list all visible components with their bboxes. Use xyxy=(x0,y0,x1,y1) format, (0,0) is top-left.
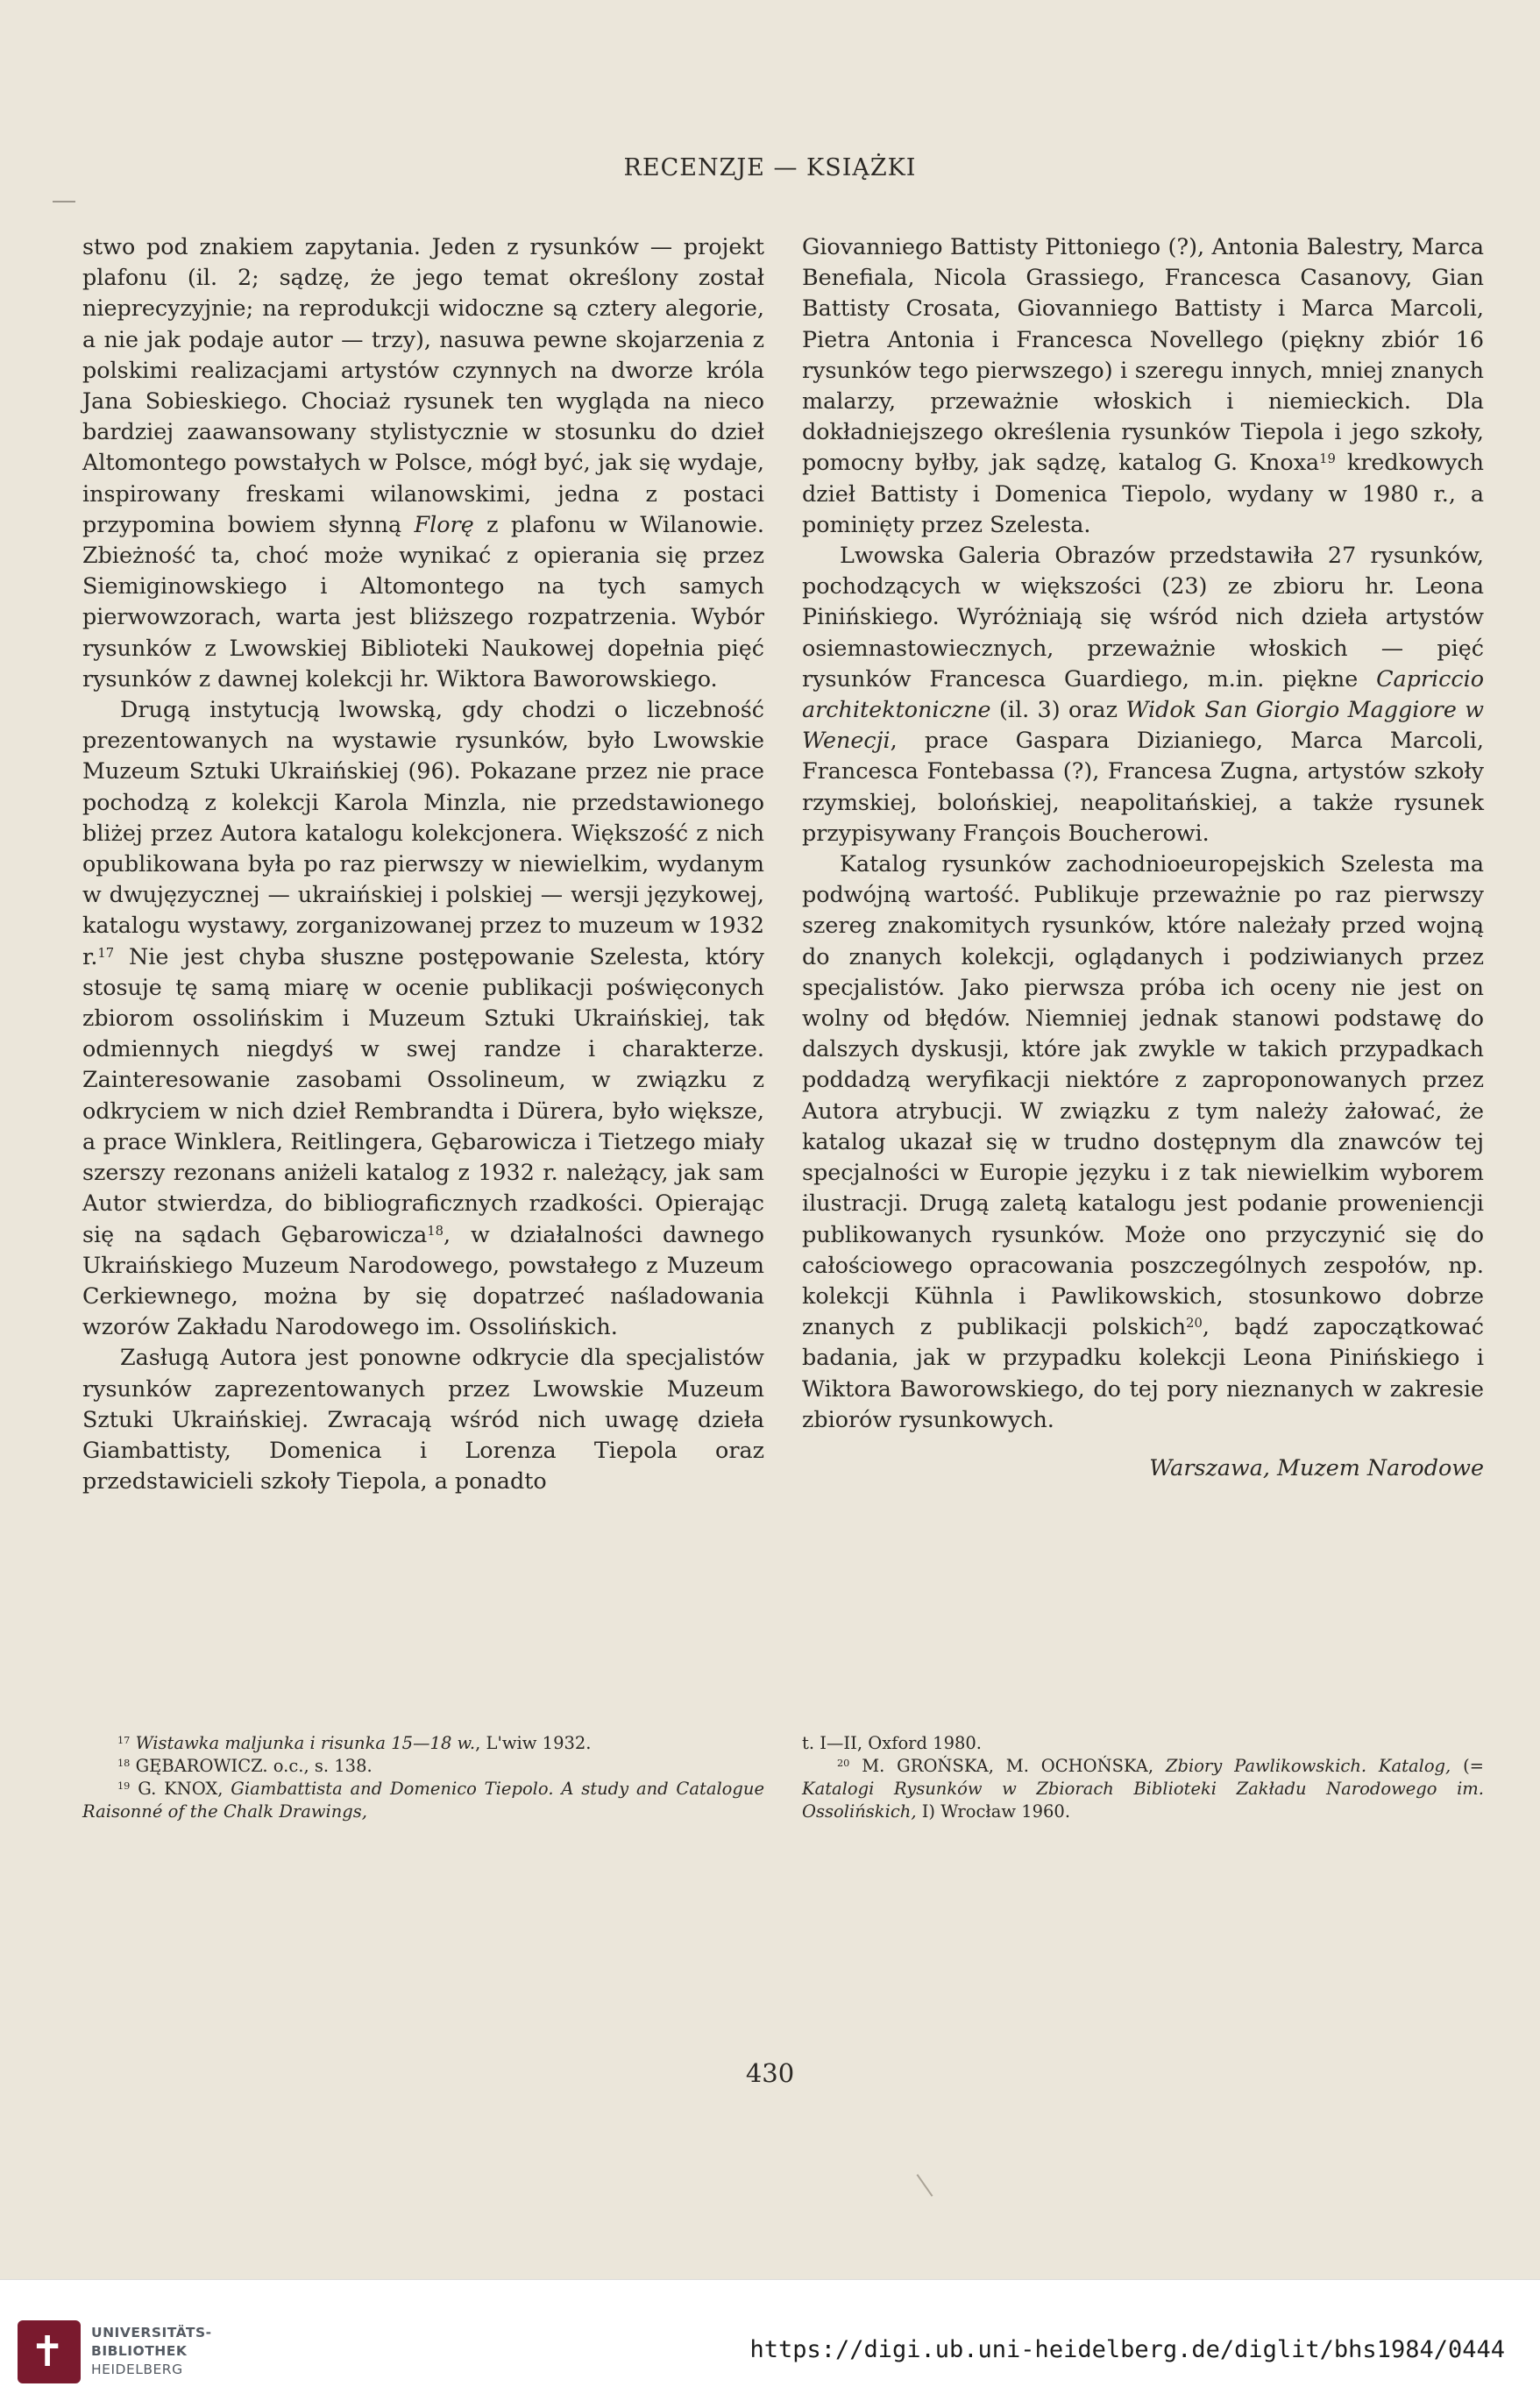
running-title: RECENZJE — KSIĄŻKI xyxy=(623,154,917,181)
footnote-ref-17[interactable]: 17 xyxy=(97,945,115,961)
footnote-19: $^{19}$ G. KNOX, Giambattista and Domenico Tiepolo. A study and Catalogue Raisonné of the Chalk Drawings, xyxy=(82,1779,765,1822)
footnote-ref-18[interactable]: 18 xyxy=(427,1223,444,1239)
footnotes-left xyxy=(82,1732,764,1823)
signature-line: Warszawa, Muzem Narodowe xyxy=(1149,1453,1484,1481)
footnote-ref-20[interactable]: 20 xyxy=(1186,1316,1203,1332)
permalink-url[interactable]: https://digi.ub.uni-heidelberg.de/diglit/bhs1984/0444 xyxy=(749,2336,1505,2363)
footnote-20: $^{20}$ M. GROŃSKA, M. OCHOŃSKA, Zbiory Pawlikowskich. Katalog, (= Katalogi Rysunków w Zbiorach Biblioteki Zakładu Narodowego im. Ossolińskich, I) Wrocław 1960. xyxy=(802,1756,1485,1822)
library-logo-icon[interactable] xyxy=(18,2320,81,2383)
library-name[interactable]: UNIVERSITÄTS- BIBLIOTHEK HEIDELBERG xyxy=(91,2325,212,2377)
footnote-17: $^{17}$ Wistawka maljunka i risunka 15—18 w., L'wiw 1932. xyxy=(117,1733,592,1753)
paragraph: Lwowska Galeria Obrazów przedstawiła 27 rysunków, pochodzących w większości (23) ze zbioru hr. Leona Pinińskiego. Wyróżniają się wśród nich dzieła artystów osiemnastowiecznych, przeważnie włoskich — pięć rysunków Francesca Guardiego, m.in. piękne Capriccio architektoniczne (il. 3) oraz Widok San Giorgio Maggiore w Wenecji, prace Gaspara Dizianiego, Marca Marcoli, Francesca Fontebassa (?), Francesa Zugna, artystów szkoły rzymskiej, bolońskiej, neapolitańskiej, a także rysunek przypisywany François Boucherowi. xyxy=(802,542,1484,846)
paragraph: Drugą instytucją lwowską, gdy chodzi o liczebność prezentowanych na wystawie rysunków, było Lwowskie Muzeum Sztuki Ukraińskiej (96). Pokazane przez nie prace pochodzą z kolekcji Karola Minzla, nie przedstawionego bliżej przez Autora katalogu kolekcjonera. Większość z nich opublikowana była po raz pierwszy w niewielkim, wydanym w dwujęzycznej — ukraińskiej i polskiej — wersji językowej, katalogu wystawy, zorganizowanej przez to muzeum w 1932 r.$^{17}$ Nie jest chyba słuszne postępowanie Szelesta, który stosuje tę samą miarę w ocenie publikacji poświęconych zbiorom ossolińskim i Muzeum Sztuki Ukraińskiej, tak odmiennych niegdyś w swej randze i charakterze. Zainteresowanie zasobami Ossolineum, w związku z odkryciem w nich dzieł Rembrandta i Dürera, było większe, a prace Winklera, Reitlingera, Gębarowicza i Tietzego miały szerszy rezonans aniżeli katalog z 1932 r. należący, jak sam Autor stwierdza, do bibliograficznych rzadkości. Opierając się na sądach Gębarowicza$^{18}$, w działalności dawnego Ukraińskiego Muzeum Narodowego, powstałego z Muzeum Cerkiewnego, można by się dopatrzeć naśladowania wzorów Zakładu Narodowego im. Ossolińskich. xyxy=(82,696,764,1340)
left-text-column xyxy=(82,231,764,1496)
paragraph: Giovanniego Battisty Pittoniego (?), Antonia Balestry, Marca Benefiala, Nicola Grassiego, Francesca Casanovy, Gian Battisty Crosata, Giovanniego Battisty i Marca Marcoli, Pietra Antonia i Francesca Novellego (piękny zbiór 16 rysunków tego pierwszego) i szeregu innych, mniej znanych malarzy, przeważnie włoskich i niemieckich. Dla dokładniejszego określenia rysunków Tiepola i jego szkoły, pomocny byłby, jak sądzę, katalog G. Knoxa$^{19}$ kredkowych dzieł Battisty i Domenica Tiepolo, wydany w 1980 r., a pominięty przez Szelesta. xyxy=(802,233,1484,537)
page-number: 430 xyxy=(745,2058,795,2088)
paragraph: stwo pod znakiem zapytania. Jeden z rysunków — projekt plafonu (il. 2; sądzę, że jego temat określony został nieprecyzyjnie; na reprodukcji widoczne są cztery alegorie, a nie jak podaje autor — trzy), nasuwa pewne skojarzenia z polskimi realizacjami artystów czynnych na dworze króla Jana Sobieskiego. Chociaż rysunek ten wygląda na nieco bardziej zaawansowany stylistycznie w stosunku do dzieł Altomontego powstałych w Polsce, mógł być, jak się wydaje, inspirowany freskami wilanowskimi, jedna z postaci przypomina bowiem słynną Florę z plafonu w Wilanowie. Zbieżność ta, choć może wynikać z opierania się przez Siemiginowskiego i Altomontego na tych samych pierwowzorach, warta jest bliższego rozpatrzenia. Wybór rysunków z Lwowskiej Biblioteki Naukowej dopełnia pięć rysunków z dawnej kolekcji hr. Wiktora Baworowskiego. xyxy=(82,233,765,692)
viewer-footer xyxy=(0,2279,1540,2408)
scan-artifact xyxy=(917,2174,933,2197)
footnotes-right xyxy=(802,1732,1484,1823)
paragraph: Zasługą Autora jest ponowne odkrycie dla specjalistów rysunków zaprezentowanych przez Lwowskie Muzeum Sztuki Ukraińskiej. Zwracają wśród nich uwagę dzieła Giambattisty, Domenica i Lorenza Tiepola oraz przedstawicieli szkoły Tiepola, a ponadto xyxy=(82,1344,764,1495)
right-text-column xyxy=(802,231,1484,1483)
paragraph: Katalog rysunków zachodnioeuropejskich Szelesta ma podwójną wartość. Publikuje przeważnie po raz pierwszy szereg znakomitych rysunków, które należały przed wojną do znanych kolekcji, oglądanych i podziwianych przez specjalistów. Jako pierwsza próba ich oceny nie jest on wolny od błędów. Niemniej jednak stanowi podstawę do dalszych dyskusji, które jak zwykle w takich przypadkach poddadzą weryfikacji niektóre z zaproponowanych przez Autora atrybucji. W związku z tym należy żałować, że katalog ukazał się w trudno dostępnym dla znawców tej specjalności w Europie języku i z tak niewielkim wyborem ilustracji. Drugą zaletą katalogu jest podanie proweniencji publikowanych rysunków. Może ono przyczynić się do całościowego opracowania poszczególnych zespołów, np. kolekcji Kühnla i Pawlikowskich, stosunkowo dobrze znanych z publikacji polskich$^{20}$, bądź zapoczątkować badania, jak w przypadku kolekcji Leona Pinińskiego i Wiktora Baworowskiego, do tej pory nieznanych w zakresie zbiorów rysunkowych. xyxy=(802,850,1484,1432)
margin-mark xyxy=(53,201,75,202)
footnote-19-continued: t. I—II, Oxford 1980. xyxy=(802,1733,983,1753)
footnote-18: $^{18}$ GĘBAROWICZ. o.c., s. 138. xyxy=(117,1756,373,1776)
footnote-ref-19[interactable]: 19 xyxy=(1319,451,1336,467)
logo-emblem: ✝ xyxy=(30,2327,66,2376)
